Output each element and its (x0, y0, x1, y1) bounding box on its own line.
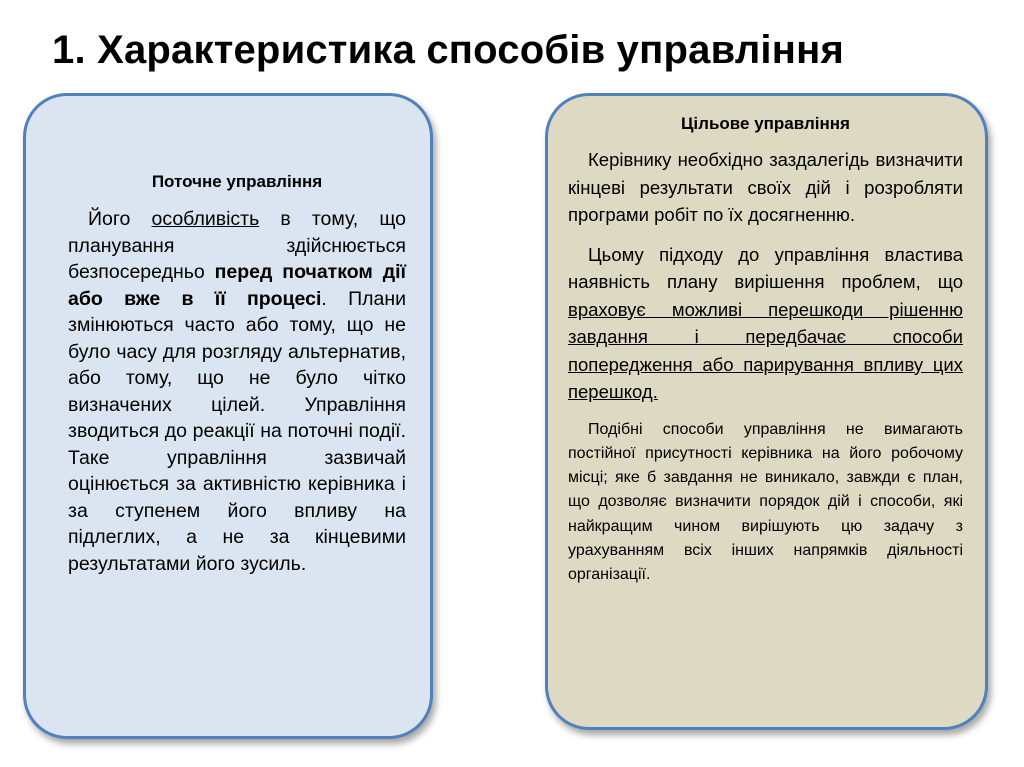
text-fragment: в тому, що планування здійснюється безпосередньо (68, 208, 406, 283)
target-management-paragraph-1: Керівнику необхідно заздалегідь визначити кінцеві результати своїх дій і розробляти програми робіт по їх досягненню. (568, 149, 963, 225)
underlined-phrase: враховує можливі перешкоди рішенню завдання і передбачає способи попередження або парирування впливу цих перешкод. (568, 298, 963, 402)
target-management-paragraph-3: Подібні способи управління не вимагають постійної присутності керівника на його робочому місці; яке б завдання не виникало, завжди є план, що дозволяє визначити порядок дій і способи, які найкращим чином вирішують цю задачу з урахуванням всіх інших напрямків діяльності організації. (568, 420, 963, 584)
slide-title: 1. Характеристика способів управління (52, 28, 845, 72)
underlined-term: особливість (151, 208, 260, 230)
target-management-heading: Цільове управління (681, 114, 850, 133)
bold-phrase: перед початком дії або вже в її процесі (68, 261, 407, 310)
text-fragment: . Плани змінюються часто або тому, що не було часу для розгляду альтернатив, або тому, що не було чітко визначених цілей. Управління зводиться до реакції на поточні події. Таке управління зазвичай оцінюється за активністю керівника і за ступенем його впливу на підлеглих, а не за кінцевими результатами його зусиль. (68, 287, 406, 575)
current-management-heading: Поточне управління (151, 172, 323, 191)
current-management-text (68, 206, 406, 577)
current-management-card (23, 93, 433, 739)
target-management-paragraph-2 (568, 241, 963, 406)
text-fragment: Цьому підходу до управління властива наявність плану вирішення проблем, що (568, 243, 963, 292)
target-management-card (545, 93, 988, 730)
text-fragment: Його (88, 208, 152, 230)
